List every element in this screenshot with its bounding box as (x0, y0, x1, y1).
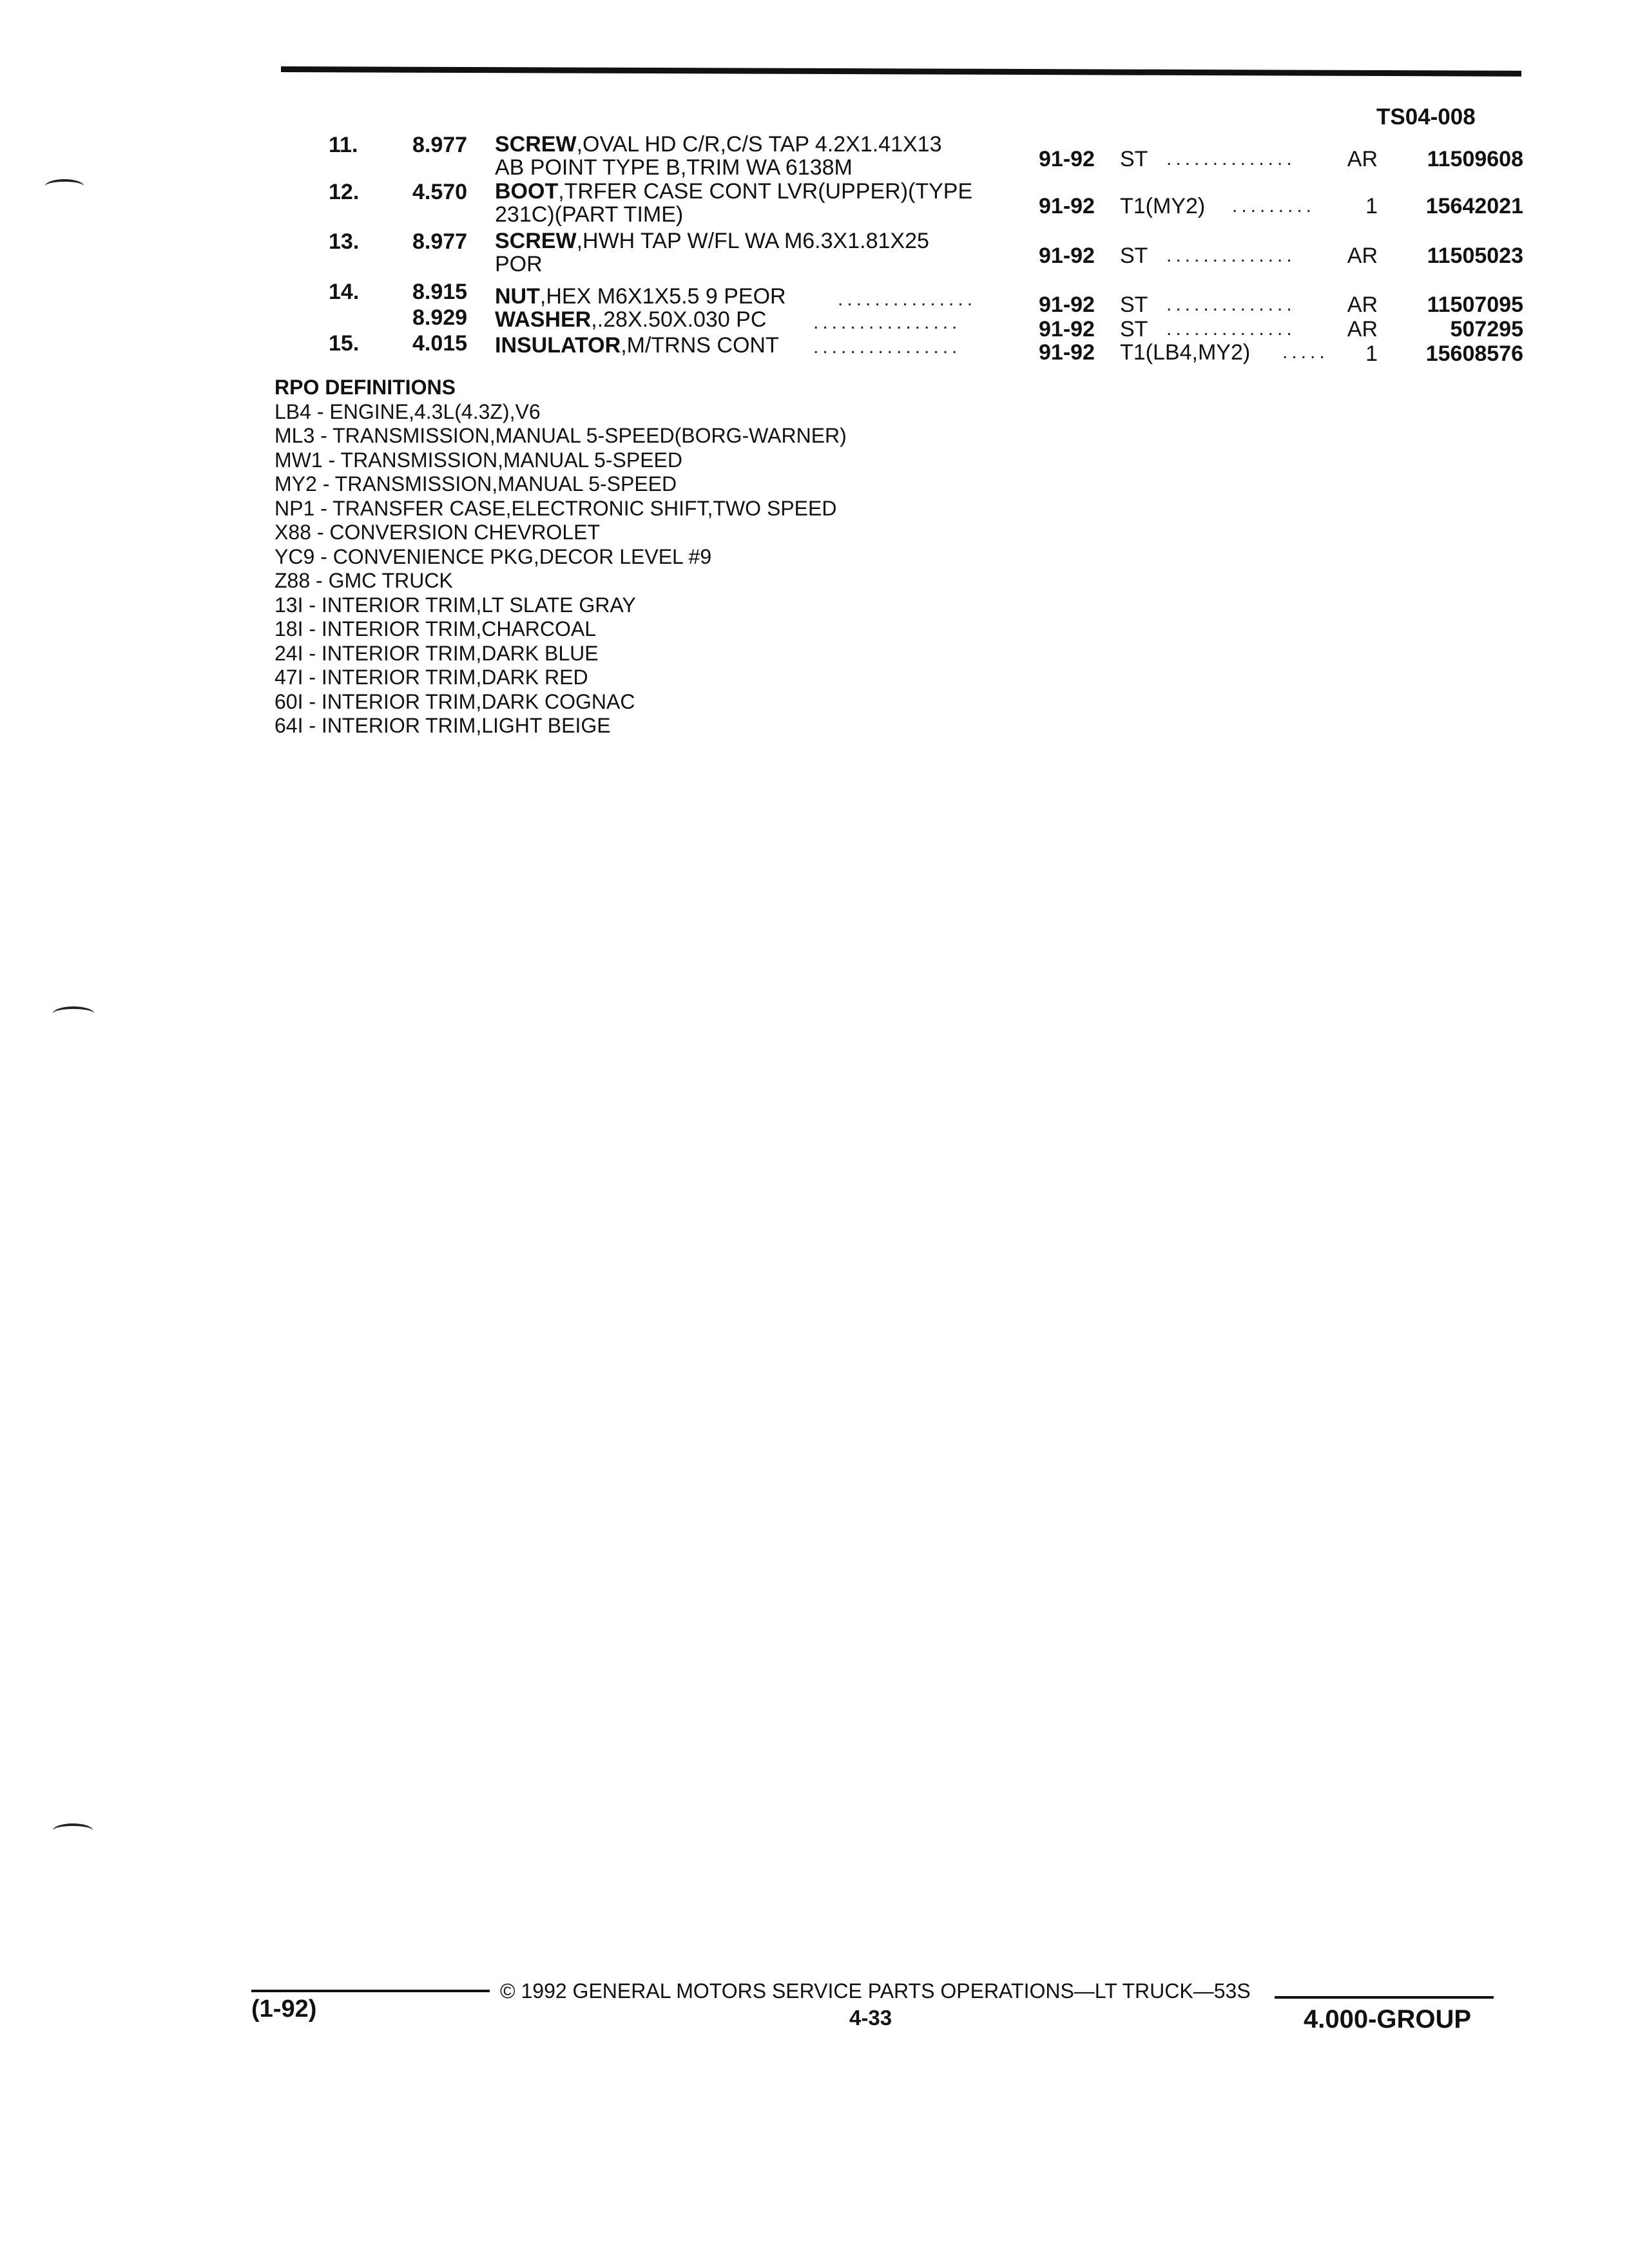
rpo-definitions (275, 376, 847, 738)
leader-dots: ......... (1232, 195, 1316, 216)
rpo-item: 18I - INTERIOR TRIM,CHARCOAL (275, 617, 597, 640)
group-number: 8.929 (412, 305, 468, 330)
group-number: 8.915 (412, 280, 468, 304)
rpo-title: RPO DEFINITIONS (275, 376, 456, 399)
leader-dots: .............. (1166, 148, 1296, 169)
item-number: 12. (329, 180, 360, 204)
model-year: 91-92 (1039, 194, 1095, 218)
page-number: 4-33 (849, 2006, 892, 2030)
leader-dots: .............. (1166, 245, 1296, 266)
rpo-item: LB4 - ENGINE,4.3L(4.3Z),V6 (275, 399, 541, 423)
leader-dots: .............. (1166, 294, 1296, 315)
part-description-line2: 231C)(PART TIME) (495, 202, 684, 227)
leader-dots: ................ (813, 336, 961, 358)
footer-rule-right (1275, 1996, 1494, 1999)
footer-date: (1-92) (251, 1995, 317, 2023)
part-number: 507295 (1450, 317, 1523, 341)
rpo-item: 13I - INTERIOR TRIM,LT SLATE GRAY (275, 593, 636, 617)
part-description-line2: POR (495, 252, 543, 276)
group-number: 4.570 (412, 180, 468, 204)
rpo-item: 60I - INTERIOR TRIM,DARK COGNAC (275, 689, 635, 713)
rpo-item: X88 - CONVERSION CHEVROLET (275, 521, 600, 544)
quantity: 1 (1365, 194, 1378, 218)
scan-mark (45, 179, 84, 193)
model-year: 91-92 (1039, 244, 1095, 268)
part-name: INSULATOR (495, 333, 621, 358)
group-number: 8.977 (412, 229, 468, 254)
part-name: SCREW (495, 132, 577, 157)
part-name: NUT (495, 284, 540, 309)
item-number: 11. (329, 133, 358, 157)
quantity: AR (1347, 147, 1378, 171)
leader-dots: .............. (1166, 318, 1296, 340)
part-name: SCREW (495, 229, 577, 253)
part-number: 11507095 (1427, 293, 1523, 317)
part-name: WASHER (495, 307, 592, 332)
leader-dots: ..... (1282, 341, 1329, 363)
application: T1(MY2) (1120, 194, 1206, 218)
part-number: 11509608 (1427, 147, 1523, 171)
part-description: ,TRFER CASE CONT LVR(UPPER)(TYPE (558, 179, 973, 204)
rpo-item: MW1 - TRANSMISSION,MANUAL 5-SPEED (275, 448, 682, 472)
document-code: TS04-008 (1376, 104, 1476, 130)
leader-dots: ............... (838, 289, 977, 310)
quantity: AR (1347, 244, 1378, 268)
part-name: BOOT (495, 179, 559, 204)
footer-rule-left (251, 1990, 490, 1992)
rpo-item: 24I - INTERIOR TRIM,DARK BLUE (275, 641, 599, 665)
rpo-item: YC9 - CONVENIENCE PKG,DECOR LEVEL #9 (275, 544, 712, 568)
group-number: 4.015 (412, 331, 468, 356)
model-year: 91-92 (1039, 293, 1095, 317)
footer-group: 4.000-GROUP (1304, 2005, 1472, 2033)
scan-mark (53, 1006, 94, 1021)
rpo-item: 64I - INTERIOR TRIM,LIGHT BEIGE (275, 714, 611, 737)
rpo-item: 47I - INTERIOR TRIM,DARK RED (275, 666, 588, 689)
application: ST (1120, 147, 1148, 171)
part-number: 15642021 (1425, 194, 1523, 218)
part-description: ,HEX M6X1X5.5 9 PEOR (539, 284, 786, 309)
leader-dots: ................ (813, 312, 961, 333)
footer-copyright: © 1992 GENERAL MOTORS SERVICE PARTS OPERATIONS—LT TRUCK—53S (500, 1979, 1251, 2003)
part-number: 11505023 (1427, 244, 1523, 268)
scan-mark (53, 1823, 93, 1838)
application: ST (1120, 293, 1148, 317)
part-description: ,M/TRNS CONT (621, 333, 779, 358)
rpo-item: MY2 - TRANSMISSION,MANUAL 5-SPEED (275, 472, 677, 495)
application: ST (1120, 317, 1148, 341)
model-year: 91-92 (1039, 317, 1095, 341)
rpo-item: NP1 - TRANSFER CASE,ELECTRONIC SHIFT,TWO SPEED (275, 496, 837, 520)
application: ST (1120, 244, 1148, 268)
application: T1(LB4,MY2) (1120, 340, 1251, 365)
group-number: 8.977 (412, 133, 468, 157)
header-rule (281, 66, 1521, 77)
part-description-line2: AB POINT TYPE B,TRIM WA 6138M (495, 155, 853, 180)
rpo-item: Z88 - GMC TRUCK (275, 569, 453, 592)
item-number: 14. (329, 280, 360, 304)
model-year: 91-92 (1039, 147, 1095, 171)
part-description: ,.28X.50X.030 PC (591, 307, 767, 332)
quantity: AR (1347, 293, 1378, 317)
part-description: ,OVAL HD C/R,C/S TAP 4.2X1.41X13 (576, 132, 942, 157)
rpo-item: ML3 - TRANSMISSION,MANUAL 5-SPEED(BORG-WARNER) (275, 424, 847, 447)
part-number: 15608576 (1425, 341, 1523, 366)
part-description: ,HWH TAP W/FL WA M6.3X1.81X25 (576, 229, 929, 253)
quantity: 1 (1365, 341, 1378, 366)
quantity: AR (1347, 317, 1378, 341)
model-year: 91-92 (1039, 340, 1095, 365)
item-number: 15. (329, 331, 360, 356)
item-number: 13. (329, 229, 360, 254)
